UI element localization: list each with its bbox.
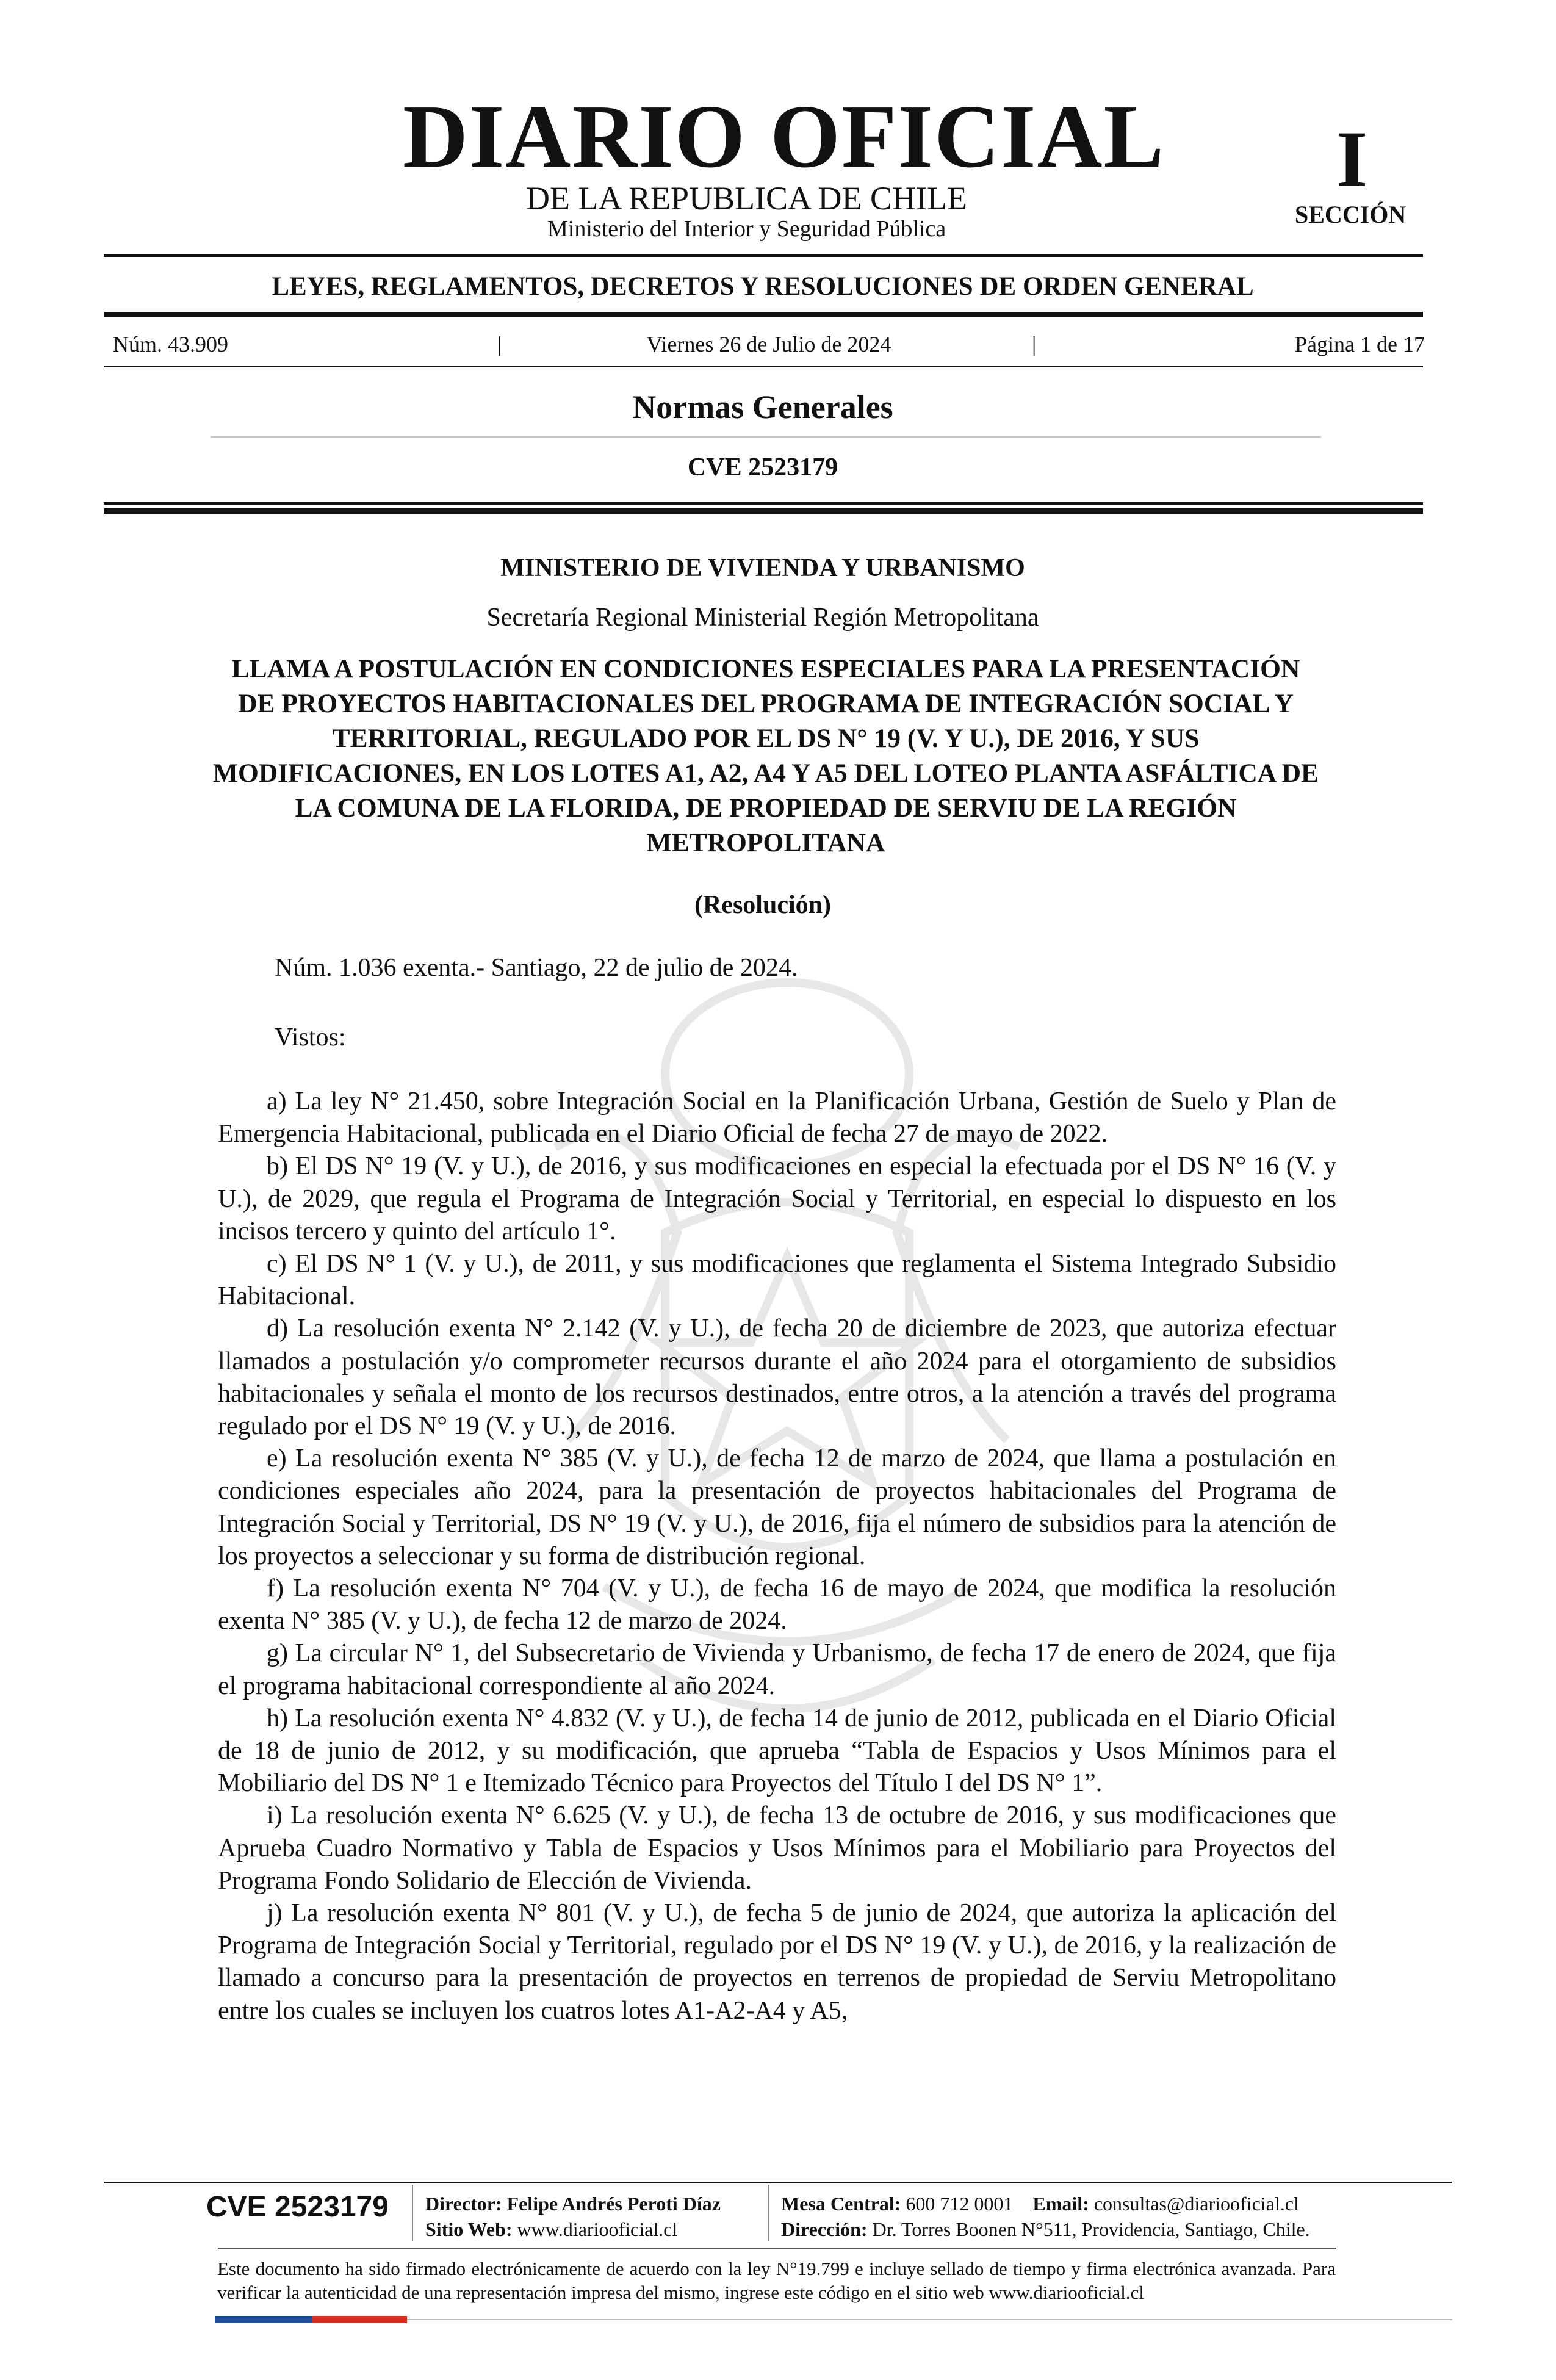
ministry-name: MINISTERIO DE VIVIENDA Y URBANISMO: [500, 554, 1025, 582]
footer-divider: [412, 2185, 413, 2241]
footer-divider: [768, 2185, 769, 2241]
paragraph: b) El DS N° 19 (V. y U.), de 2016, y sus modificaciones en especial la efectuada por el DS N° 16 (V. y U.), de 2029, que regula el Programa de Integración Social y Territorial, en especial lo dispuesto en los incisos tercero y quinto del artículo 1°.: [218, 1152, 1336, 1246]
section-label: SECCIÓN: [1295, 201, 1407, 228]
masthead-subtitle: DE LA REPUBLICA DE CHILE: [526, 180, 967, 217]
document-title: LLAMA A POSTULACIÓN EN CONDICIONES ESPECIALES PARA LA PRESENTACIÓN DE PROYECTOS HABITACIONALES DEL PROGRAMA DE INTEGRACIÓN SOCIAL Y TERRITORIAL, REGULADO POR EL DS N° 19 (V. Y U.), DE 2016, Y SUS MODIFICACIONES, EN LOS LOTES A1, A2, A4 Y A5 DEL LOTEO PLANTA ASFÁLTICA DE LA COMUNA DE LA FLORIDA, DE PROPIEDAD DE SERVIU DE LA REGIÓN METROPOLITANA: [212, 654, 1319, 857]
meta-separator: |: [1032, 332, 1037, 356]
footer-contact: Mesa Central: 600 712 0001 Email: consultas@diariooficial.cl: [781, 2193, 1299, 2215]
issuing-office: Secretaría Regional Ministerial Región Metropolitana: [486, 604, 1039, 632]
paragraph: e) La resolución exenta N° 385 (V. y U.), de fecha 12 de marzo de 2024, que llama a postulación en condiciones especiales año 2024, para la presentación de proyectos habitacionales del Programa de Integración Social y Territorial, DS N° 19 (V. y U.), de 2016, fija el número de subsidios para la atención de los proyectos a seleccionar y su forma de distribución regional.: [218, 1444, 1336, 1570]
footer-site: Sitio Web: www.diariooficial.cl: [425, 2218, 678, 2240]
masthead-title: DIARIO OFICIAL: [403, 87, 1165, 187]
vistos-heading: Vistos:: [275, 1023, 346, 1051]
footer-rule-top: [104, 2182, 1452, 2183]
footer-cve-code: CVE 2523179: [206, 2191, 389, 2223]
resolution-number: Núm. 1.036 exenta.- Santiago, 22 de julio de 2024.: [275, 954, 798, 982]
paragraph: d) La resolución exenta N° 2.142 (V. y U.), de fecha 20 de diciembre de 2023, que autoriza efectuar llamados a postulación y/o comprometer recursos durante el año 2024 para el otorgamiento de subsidios habitacionales y señala el monto de los recursos destinados, entre otros, a la atención a través del programa regulado por el DS N° 19 (V. y U.), de 2016.: [218, 1314, 1336, 1441]
section-heading-rule: [211, 436, 1321, 438]
masthead-rule: [104, 254, 1423, 257]
footer-legal-notice: Este documento ha sido firmado electrónicamente de acuerdo con la ley N°19.799 e incluye sellado de tiempo y firma electrónica avanzada. Para verificar la autenticidad de una representación impresa del mismo, ingrese este código en el sitio web www.diariooficial.cl: [217, 2258, 1336, 2303]
footer-rule-mid: [218, 2248, 1336, 2249]
footer-rule-bottom: [407, 2319, 1452, 2320]
document-type: (Resolución): [694, 891, 831, 919]
paragraph: f) La resolución exenta N° 704 (V. y U.), de fecha 16 de mayo de 2024, que modifica la resolución exenta N° 385 (V. y U.), de fecha 12 de marzo de 2024.: [218, 1574, 1336, 1635]
paragraph: c) El DS N° 1 (V. y U.), de 2011, y sus modificaciones que reglamenta el Sistema Integrado Subsidio Habitacional.: [218, 1250, 1336, 1311]
page-indicator: Página 1 de 17: [1295, 332, 1425, 356]
paragraph: g) La circular N° 1, del Subsecretario de Vivienda y Urbanismo, de fecha 17 de enero de 2024, que fija el programa habitacional correspondiente al año 2024.: [218, 1639, 1336, 1700]
section-numeral: I: [1336, 114, 1368, 204]
footer-address: Dirección: Dr. Torres Boonen N°511, Providencia, Santiago, Chile.: [781, 2218, 1310, 2240]
section-heading: Normas Generales: [632, 389, 893, 425]
paragraph: h) La resolución exenta N° 4.832 (V. y U.), de fecha 14 de junio de 2012, publicada en el Diario Oficial de 18 de junio de 2012, y su modificación, que aprueba “Tabla de Espacios y Usos Mínimos para el Mobiliario del DS N° 1 e Itemizado Técnico para Proyectos del Título I del DS N° 1”.: [218, 1704, 1336, 1798]
category-rule-thick: [104, 312, 1423, 317]
flag-stripe-red: [312, 2316, 407, 2323]
email-link[interactable]: consultas@diariooficial.cl: [1093, 2193, 1299, 2215]
meta-separator: |: [497, 332, 502, 356]
masthead-ministry: Ministerio del Interior y Seguridad Pública: [547, 216, 946, 242]
paragraph: a) La ley N° 21.450, sobre Integración Social en la Planificación Urbana, Gestión de Suelo y Plan de Emergencia Habitacional, publicada en el Diario Oficial de fecha 27 de mayo de 2022.: [218, 1087, 1336, 1149]
paragraph: i) La resolución exenta N° 6.625 (V. y U.), de fecha 13 de octubre de 2016, y sus modificaciones que Aprueba Cuadro Normativo y Tabla de Espacios y Usos Mínimos para el Mobiliario para Proyectos del Programa Fondo Solidario de Elección de Vivienda.: [218, 1801, 1336, 1895]
footer-director: Director: Felipe Andrés Peroti Díaz: [425, 2193, 721, 2215]
cve-rule-thin: [104, 502, 1423, 505]
issue-number: Núm. 43.909: [113, 332, 228, 356]
cve-rule-thick: [104, 508, 1423, 514]
category-heading: LEYES, REGLAMENTOS, DECRETOS Y RESOLUCIONES DE ORDEN GENERAL: [272, 272, 1254, 301]
issue-date: Viernes 26 de Julio de 2024: [646, 332, 891, 356]
cve-code: CVE 2523179: [687, 453, 838, 481]
meta-rule: [104, 366, 1423, 367]
site-link[interactable]: www.diariooficial.cl: [517, 2218, 678, 2240]
flag-stripe-blue: [215, 2316, 312, 2323]
paragraph: j) La resolución exenta N° 801 (V. y U.), de fecha 5 de junio de 2024, que autoriza la aplicación del Programa de Integración Social y Territorial, regulado por el DS N° 19 (V. y U.), de 2016, y la realización de llamado a concurso para la presentación de proyectos en terrenos de propiedad de Serviu Metropolitano entre los cuales se incluyen los cuatros lotes A1-A2-A4 y A5,: [218, 1899, 1336, 2025]
document-body: [218, 1086, 1336, 2027]
